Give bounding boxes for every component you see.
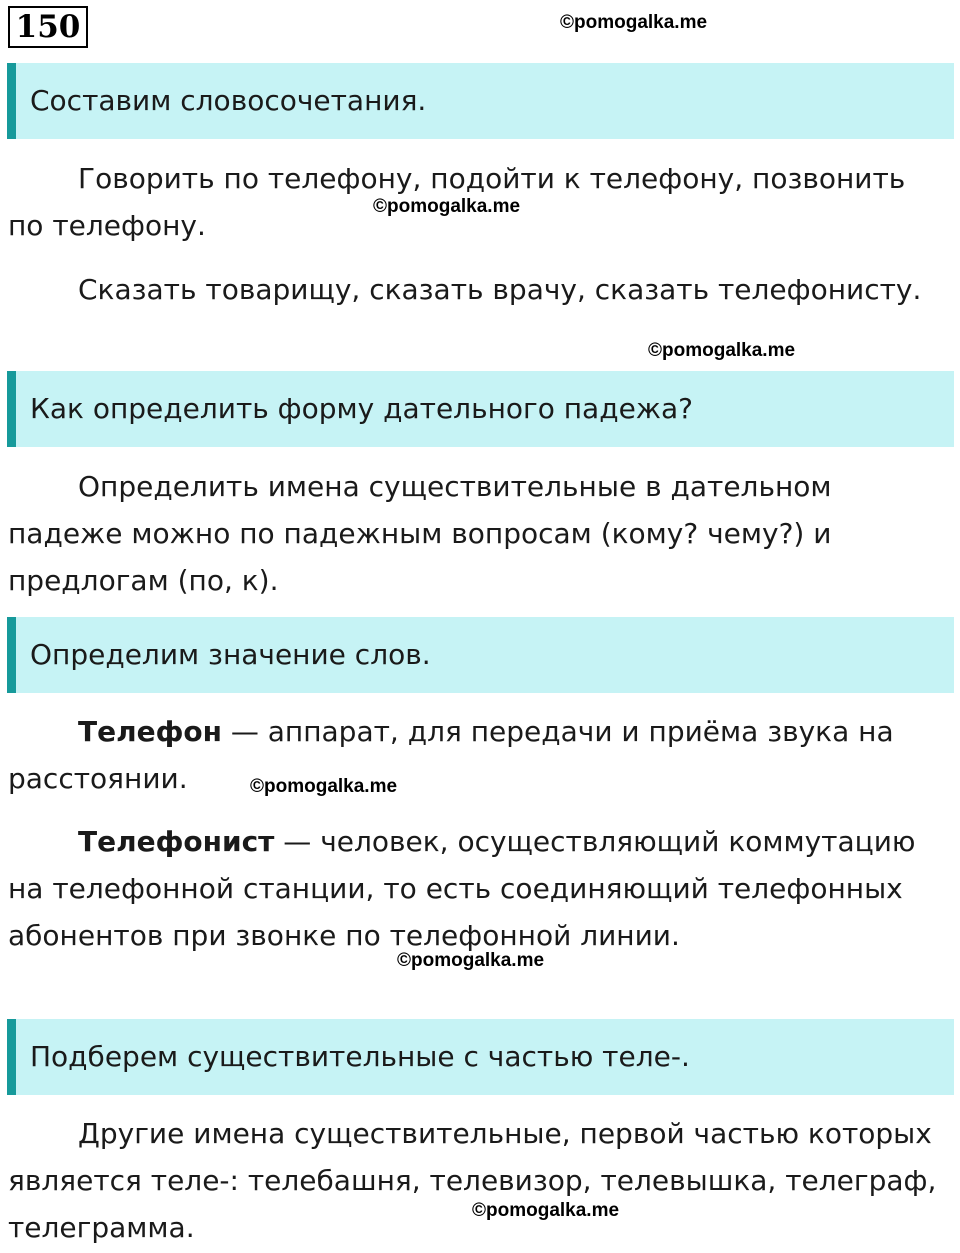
definition-text: — человек, осуществляющий коммутацию на телефонной станции, то есть соединяющий телефонных абонентов при звонке по телефонной линии. [8,825,916,952]
watermark: ©pomogalka.me [397,950,545,971]
paragraph: Сказать товарищу, сказать врачу, сказать телефонисту. [78,273,922,306]
definition-term: Телефон [78,715,222,748]
definition-telefonist [8,818,948,959]
watermark: ©pomogalka.me [250,776,398,797]
watermark: ©pomogalka.me [648,340,796,361]
definition-telefon [8,708,948,802]
paragraph: Другие имена существительные, первой частью которых является теле-: телебашня, телевизор, телевышка, телеграф, телеграмма. [8,1117,937,1244]
section-heading: Определим значение слов. [7,617,954,693]
section-heading: Подберем существительные с частью теле-. [7,1019,954,1095]
definition-term: Телефонист [78,825,275,858]
section-heading: Составим словосочетания. [7,63,954,139]
watermark: ©pomogalka.me [560,12,708,33]
paragraph: Говорить по телефону, подойти к телефону, позвонить по телефону. [8,162,906,242]
section-heading: Как определить форму дательного падежа? [7,371,954,447]
definition-text: — аппарат, для передачи и приёма звука на расстоянии. [8,715,894,795]
exercise-number: 150 [8,6,88,48]
watermark: ©pomogalka.me [373,196,521,217]
watermark: ©pomogalka.me [472,1200,620,1221]
paragraph: Определить имена существительные в дательном падеже можно по падежным вопросам (кому? чему?) и предлогам (по, к). [8,470,832,597]
